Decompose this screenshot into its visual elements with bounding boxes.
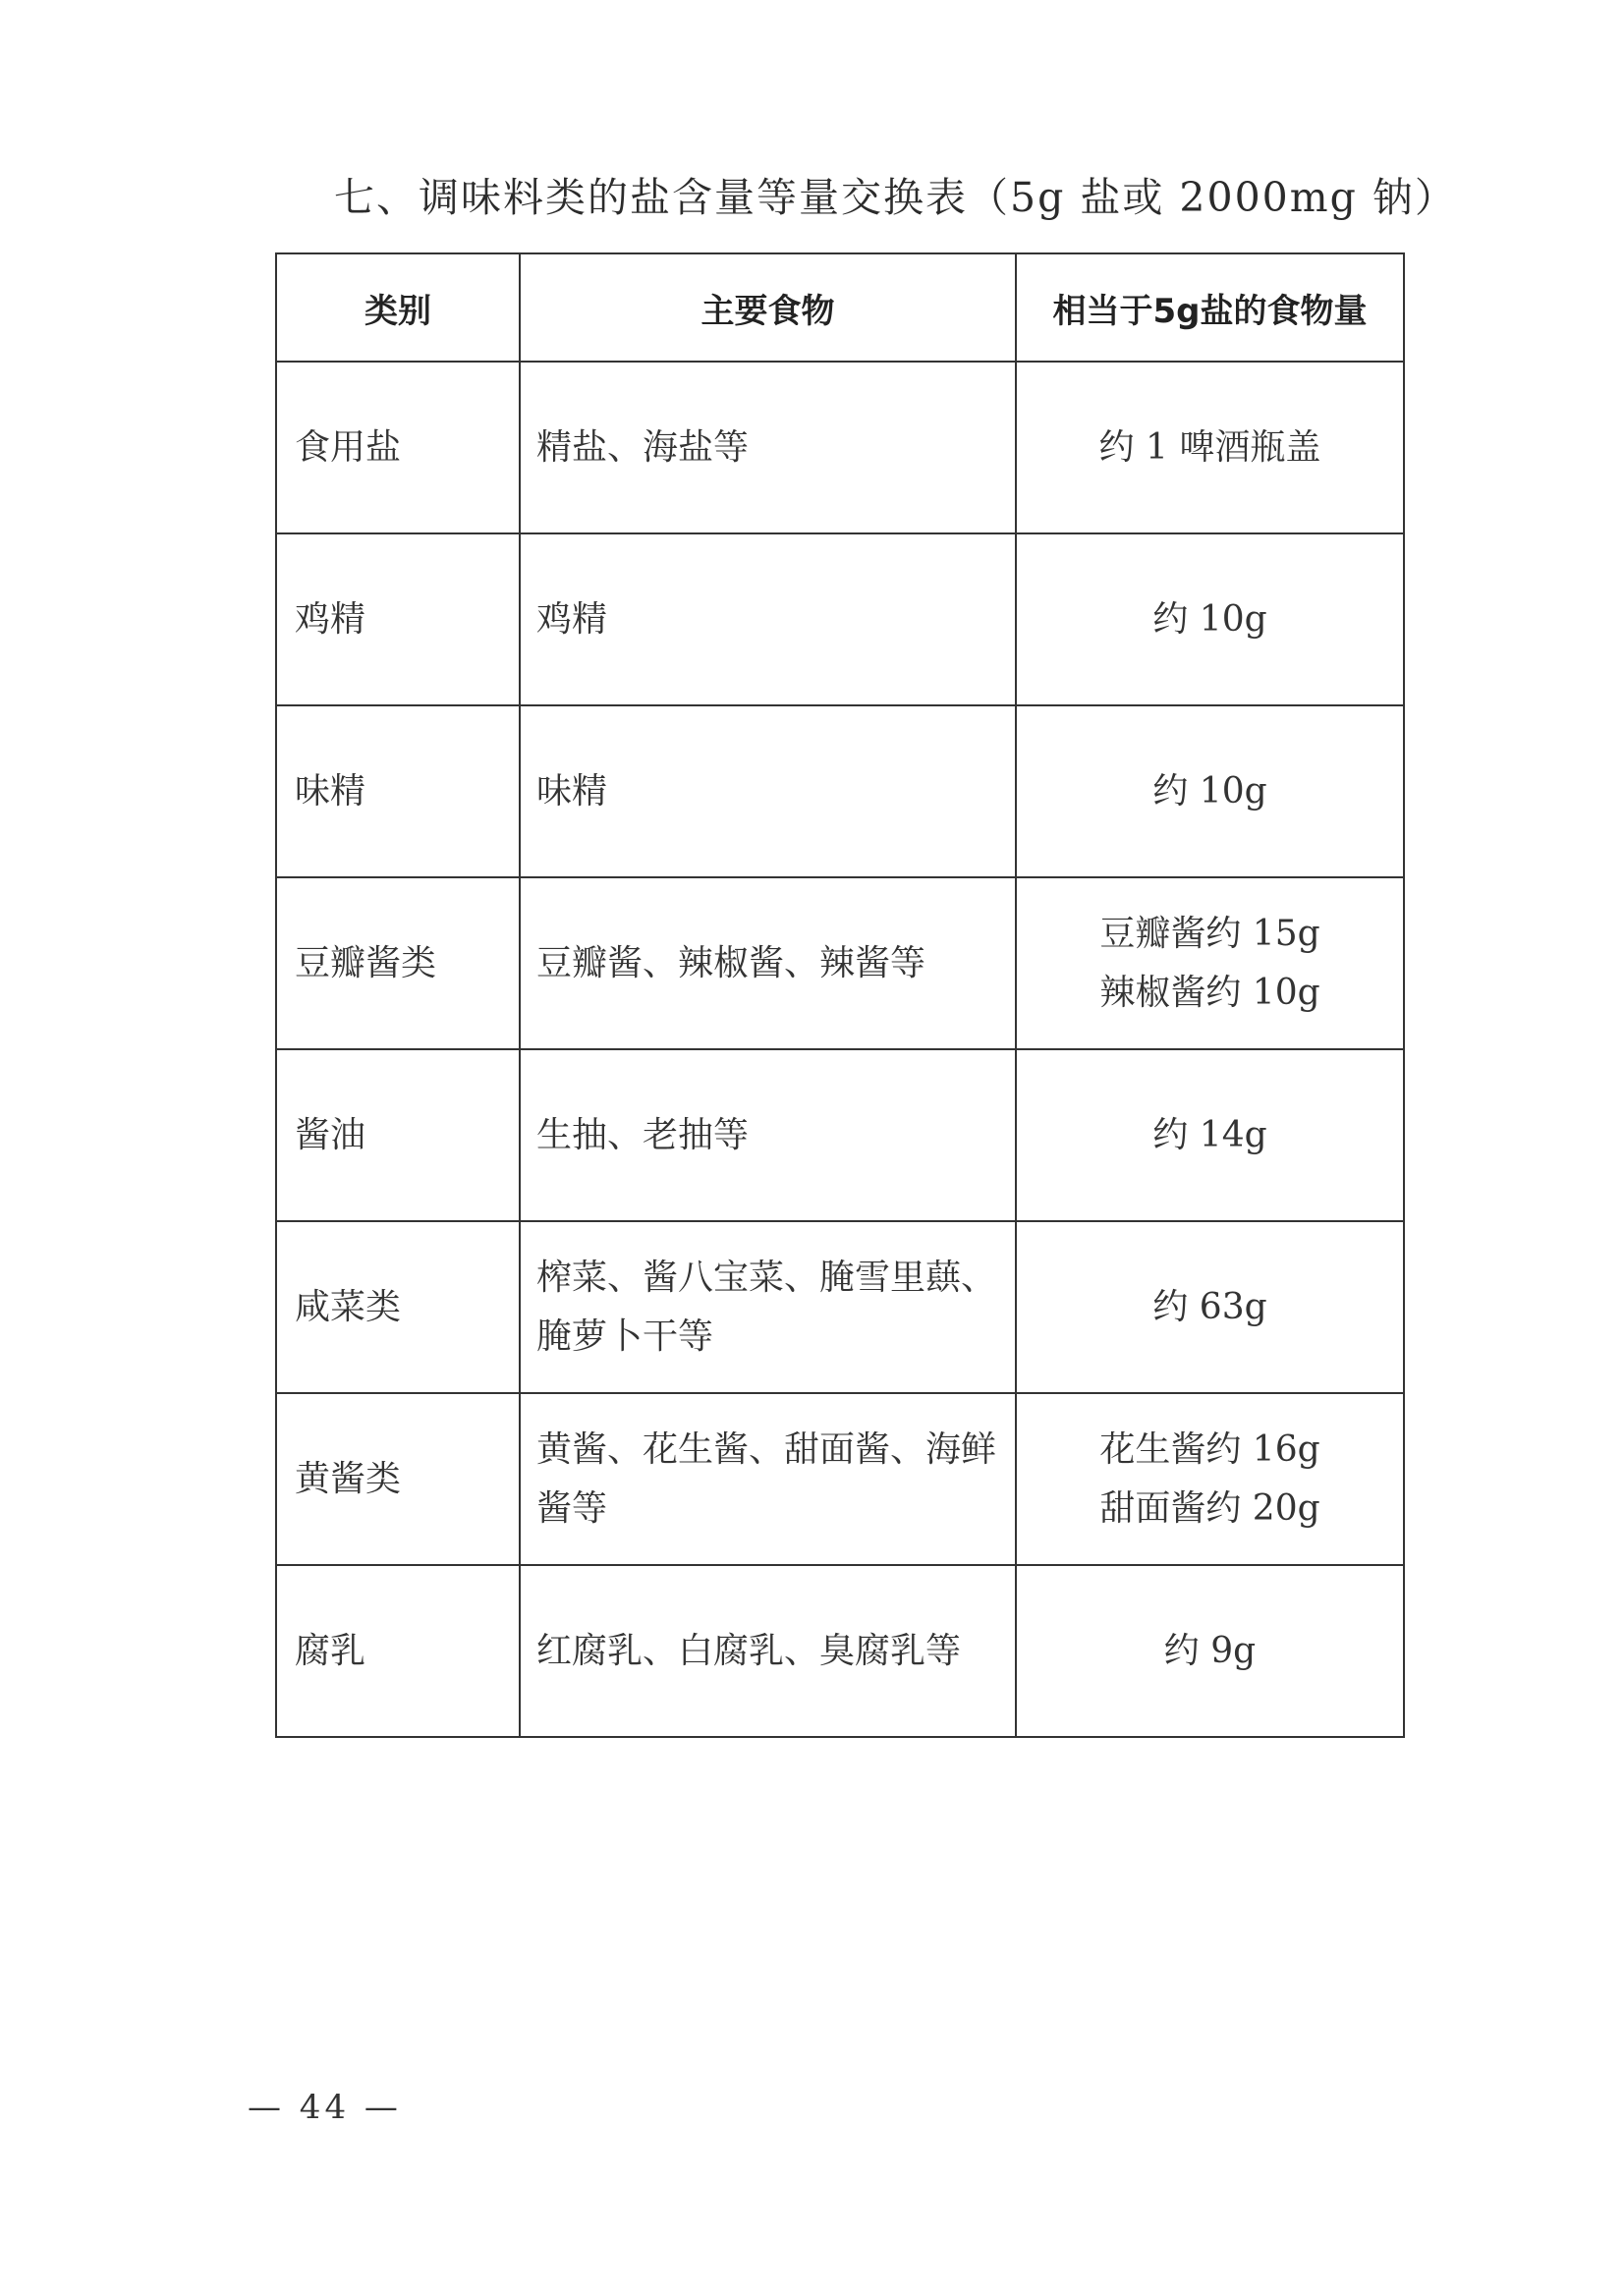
table-row [276, 877, 1404, 1049]
cell-amount [1016, 1565, 1404, 1737]
cell-foods: 豆瓣酱、辣椒酱、辣酱等 [520, 877, 1016, 1049]
amount-line: 豆瓣酱约 15g [1099, 913, 1320, 954]
amount-line: 甜面酱约 20g [1099, 1487, 1320, 1529]
cell-category: 鸡精 [276, 533, 520, 705]
header-category: 类别 [276, 253, 520, 362]
cell-category: 腐乳 [276, 1565, 520, 1737]
page-number: — 44 — [248, 2088, 402, 2127]
page-title: 七、调味料类的盐含量等量交换表（5g 盐或 2000mg 钠） [334, 174, 1457, 221]
cell-amount [1016, 533, 1404, 705]
table-row [276, 1221, 1404, 1393]
amount-line: 辣椒酱约 10g [1099, 972, 1320, 1013]
table-row [276, 362, 1404, 533]
cell-amount [1016, 362, 1404, 533]
table-row [276, 1049, 1404, 1221]
cell-foods: 生抽、老抽等 [520, 1049, 1016, 1221]
table-header-row [276, 253, 1404, 362]
cell-foods: 榨菜、酱八宝菜、腌雪里蕻、腌萝卜干等 [520, 1221, 1016, 1393]
table-row [276, 705, 1404, 877]
header-amount: 相当于5g盐的食物量 [1016, 253, 1404, 362]
table-row [276, 1393, 1404, 1565]
header-main-foods: 主要食物 [520, 253, 1016, 362]
cell-category: 豆瓣酱类 [276, 877, 520, 1049]
table-row [276, 533, 1404, 705]
amount-line: 花生酱约 16g [1099, 1428, 1320, 1470]
cell-category: 食用盐 [276, 362, 520, 533]
cell-category: 黄酱类 [276, 1393, 520, 1565]
cell-foods: 精盐、海盐等 [520, 362, 1016, 533]
cell-amount [1016, 705, 1404, 877]
cell-amount [1016, 1221, 1404, 1393]
cell-category: 味精 [276, 705, 520, 877]
cell-amount [1016, 877, 1404, 1049]
cell-foods: 红腐乳、白腐乳、臭腐乳等 [520, 1565, 1016, 1737]
cell-amount [1016, 1049, 1404, 1221]
cell-foods: 鸡精 [520, 533, 1016, 705]
cell-foods: 黄酱、花生酱、甜面酱、海鲜酱等 [520, 1393, 1016, 1565]
amount-line: 约 9g [1163, 1630, 1257, 1671]
amount-line: 约 63g [1152, 1286, 1267, 1327]
cell-amount [1016, 1393, 1404, 1565]
amount-line: 约 14g [1152, 1114, 1267, 1155]
table-row [276, 1565, 1404, 1737]
cell-category: 咸菜类 [276, 1221, 520, 1393]
cell-category: 酱油 [276, 1049, 520, 1221]
amount-line: 约 10g [1152, 598, 1267, 640]
cell-foods: 味精 [520, 705, 1016, 877]
amount-line: 约 1 啤酒瓶盖 [1098, 426, 1321, 468]
amount-line: 约 10g [1152, 770, 1267, 812]
salt-exchange-table [275, 252, 1405, 1738]
